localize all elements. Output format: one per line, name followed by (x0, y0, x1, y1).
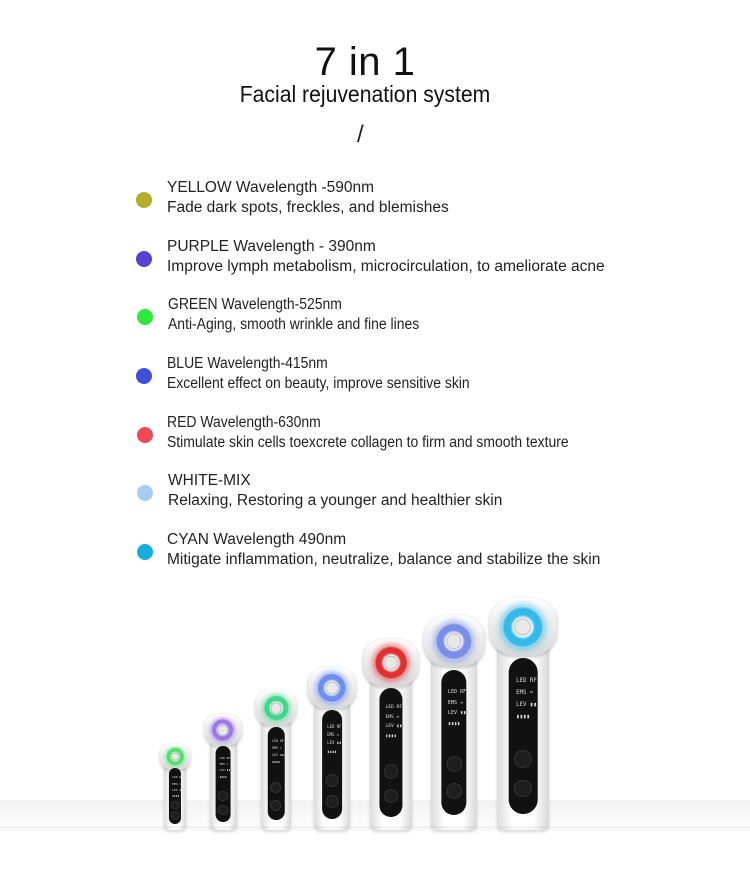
feature-description: Anti-Aging, smooth wrinkle and fine lines (168, 316, 420, 333)
device-indicator-1: LED RF (447, 688, 467, 695)
feature-title: BLUE Wavelength-415nm (167, 355, 328, 372)
red-dot-icon (137, 427, 153, 443)
feature-green (136, 295, 696, 345)
feature-title: PURPLE Wavelength - 390nm (167, 238, 376, 255)
device-control-panel (379, 688, 405, 817)
divider-slash: / (357, 121, 364, 148)
device-head (424, 615, 484, 667)
green-dot-icon (137, 309, 153, 325)
device-head (308, 667, 356, 709)
device-head (205, 714, 242, 746)
device-2 (210, 714, 237, 830)
feature-title: GREEN Wavelength-525nm (168, 296, 342, 313)
device-indicator-4: ▮▮▮▮ (516, 714, 530, 721)
device-indicator-2: EMS ≈ (385, 714, 400, 720)
blue-dot-icon (136, 368, 152, 384)
device-indicator-3: LEV ▮▮▮ (327, 740, 344, 746)
device-down-button (218, 805, 228, 815)
device-head (363, 639, 418, 687)
feature-blue (136, 354, 696, 404)
feature-description: Excellent effect on beauty, improve sensitive skin (167, 375, 470, 392)
device-indicator-3: LEV ▮▮▮ (385, 724, 405, 730)
device-center-electrode (171, 752, 180, 761)
device-indicator-4: ▮▮▮▮ (172, 794, 180, 799)
device-center-electrode (514, 619, 531, 636)
device-indicator-2: EMS ≈ (219, 761, 229, 766)
feature-cyan (136, 530, 696, 580)
device-indicator-2: EMS ≈ (516, 690, 534, 697)
device-down-button (270, 800, 281, 811)
device-indicator-1: LED RF (219, 755, 231, 760)
feature-description: Improve lymph metabolism, microcirculation, to ameliorate acne (167, 258, 605, 275)
feature-purple (136, 237, 696, 287)
device-indicator-2: EMS ≈ (447, 699, 464, 706)
white-mix-dot-icon (137, 485, 153, 501)
device-control-panel (216, 746, 231, 822)
feature-description: Mitigate inflammation, neutralize, balance and stabilize the skin (167, 551, 601, 568)
feature-description: Fade dark spots, freckles, and blemishes (167, 199, 449, 216)
cyan-dot-icon (137, 544, 153, 560)
device-head (490, 598, 557, 656)
device-control-panel (322, 710, 342, 819)
device-up-button (218, 791, 228, 801)
purple-dot-icon (136, 251, 152, 267)
device-7 (497, 598, 549, 830)
feature-title: CYAN Wavelength 490nm (167, 531, 347, 548)
device-indicator-3: LEV ▮▮▮ (172, 787, 185, 792)
device-head (160, 744, 190, 770)
device-indicator-1: LED RF (272, 738, 284, 743)
device-down-button (326, 795, 339, 808)
device-indicator-4: ▮▮▮▮ (385, 733, 397, 739)
device-indicator-4: ▮▮▮▮ (327, 748, 337, 754)
device-down-button (384, 789, 399, 804)
device-indicator-2: EMS ≈ (172, 781, 182, 786)
device-up-button (514, 750, 532, 768)
floor-shadow (0, 826, 750, 832)
page-subtitle: Facial rejuvenation system (239, 81, 491, 107)
device-down-button (171, 811, 180, 820)
page-title: 7 in 1 (314, 40, 416, 84)
device-center-electrode (446, 634, 462, 650)
device-indicator-4: ▮▮▮▮ (219, 774, 227, 779)
device-6 (431, 615, 477, 830)
device-up-button (446, 756, 462, 772)
device-control-panel (509, 658, 541, 814)
device-indicator-1: LED RF (385, 704, 403, 710)
device-control-panel (268, 727, 285, 821)
device-down-button (514, 780, 532, 798)
device-indicator-3: LEV ▮▮▮ (447, 710, 470, 717)
device-4 (314, 667, 350, 830)
yellow-dot-icon (136, 192, 152, 208)
device-up-button (326, 774, 339, 787)
device-control-panel (441, 670, 470, 815)
feature-title: YELLOW Wavelength -590nm (167, 179, 375, 196)
device-indicator-2: EMS ≈ (272, 745, 282, 750)
device-indicator-1: LED RF (327, 723, 342, 729)
device-3 (261, 690, 291, 830)
feature-red (136, 413, 696, 463)
device-up-button (270, 782, 281, 793)
device-down-button (446, 783, 462, 799)
feature-white-mix (136, 471, 696, 521)
feature-title: WHITE-MIX (168, 472, 251, 489)
feature-description: Relaxing, Restoring a younger and healthier skin (168, 492, 503, 509)
device-indicator-1: LED RF (516, 678, 537, 685)
device-indicator-3: LEV ▮▮▮ (219, 768, 233, 773)
feature-title: RED Wavelength-630nm (167, 414, 321, 431)
device-head (255, 690, 296, 726)
device-indicator-2: EMS ≈ (327, 732, 340, 738)
feature-yellow (136, 178, 696, 228)
device-5 (370, 639, 412, 830)
device-indicator-1: LED RF (172, 775, 183, 780)
device-up-button (384, 764, 399, 779)
device-1 (164, 744, 186, 830)
device-control-panel (169, 768, 185, 824)
device-indicator-4: ▮▮▮▮ (272, 759, 280, 764)
feature-description: Stimulate skin cells toexcrete collagen to firm and smooth texture (167, 434, 569, 451)
device-indicator-4: ▮▮▮▮ (447, 720, 461, 727)
device-indicator-3: LEV ▮▮▮ (516, 702, 541, 709)
device-up-button (171, 801, 180, 810)
device-indicator-3: LEV ▮▮▮ (272, 752, 286, 757)
device-center-electrode (326, 681, 339, 694)
